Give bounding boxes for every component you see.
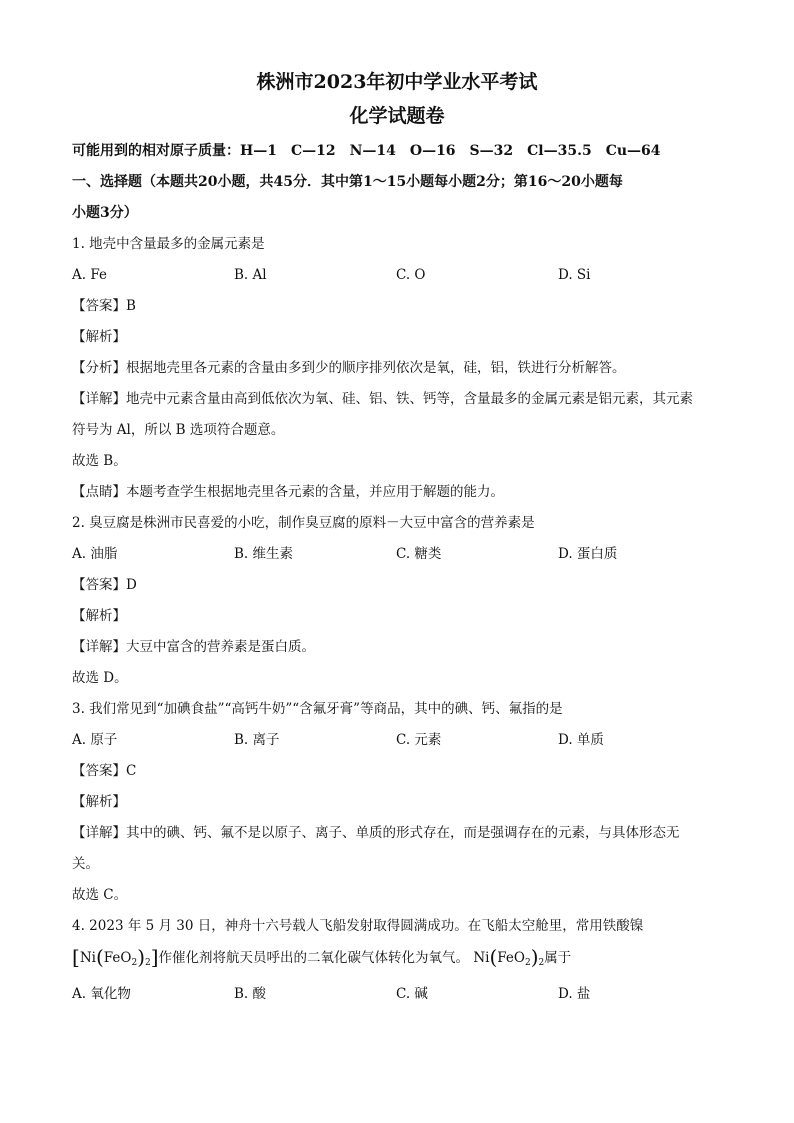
q1-option-a: A. Fe — [72, 267, 107, 283]
q1-choose: 故选 B。 — [72, 453, 127, 469]
q2-choose: 故选 D。 — [72, 670, 128, 686]
q1-stem: 1. 地壳中含量最多的金属元素是 — [72, 236, 265, 252]
q4-stem-mid: 作催化剂将航天员呼出的二氧化碳气体转化为氧气。 — [158, 950, 470, 966]
q3-options — [72, 725, 722, 756]
q4-stem-end: 属于 — [544, 950, 572, 966]
q4-stem-line1: 4. 2023 年 5 月 30 日，神舟十六号载人飞船发射取得圆满成功。在飞船太空舱里，常用铁酸镍 — [72, 918, 644, 934]
q3-option-d: D. 单质 — [558, 732, 604, 748]
q3-answer: 【答案】C — [72, 763, 137, 779]
q1-options — [72, 260, 722, 291]
formula-ni-feo2-2: $Ni(FeO_2)_2$ — [473, 945, 545, 969]
q2-option-d: D. 蛋白质 — [558, 546, 618, 562]
q1-option-d: D. Si — [558, 267, 591, 283]
exam-subtitle: 化学试题卷 — [349, 105, 445, 127]
q3-analysis-label: 【解析】 — [72, 794, 126, 810]
q2-option-c: C. 糖类 — [396, 546, 442, 562]
section-heading-line2: 小题3分） — [72, 205, 138, 221]
exam-page — [72, 68, 722, 1010]
q4-options — [72, 979, 722, 1010]
q2-options — [72, 539, 722, 570]
q3-stem: 3. 我们常见到“加碘食盐”“高钙牛奶”“含氟牙膏”等商品，其中的碘、钙、氟指的是 — [72, 701, 563, 717]
q2-option-b: B. 维生素 — [234, 546, 294, 562]
q2-stem: 2. 臭豆腐是株洲市民喜爱的小吃，制作臭豆腐的原料－大豆中富含的营养素是 — [72, 515, 535, 531]
q1-answer: 【答案】B — [72, 298, 136, 314]
q1-fenxi: 【分析】根据地壳里各元素的含量由多到少的顺序排列依次是氧，硅，铝，铁进行分析解答。 — [72, 360, 626, 376]
q4-stem-line2 — [72, 942, 722, 979]
q3-option-a: A. 原子 — [72, 732, 118, 748]
q4-option-d: D. 盐 — [558, 986, 591, 1002]
q1-detail-line1: 【详解】地壳中元素含量由高到低依次为氧、硅、铝、铁、钙等，含量最多的金属元素是铝元素，其元素 — [72, 391, 693, 407]
q2-analysis-label: 【解析】 — [72, 608, 126, 624]
q2-answer: 【答案】D — [72, 577, 137, 593]
q1-analysis-label: 【解析】 — [72, 329, 126, 345]
q3-option-b: B. 离子 — [234, 732, 280, 748]
q1-detail-line2: 符号为 Al，所以 B 选项符合题意。 — [72, 422, 285, 438]
q1-comment: 【点睛】本题考查学生根据地壳里各元素的含量，并应用于解题的能力。 — [72, 484, 504, 500]
q4-option-c: C. 碱 — [396, 986, 428, 1002]
q1-option-b: B. Al — [234, 267, 267, 283]
section-heading-line1: 一、选择题（本题共20小题，共45分．其中第1～15小题每小题2分；第16～20小题每 — [72, 174, 623, 190]
q3-detail-line1: 【详解】其中的碘、钙、氟不是以原子、离子、单质的形式存在，而是强调存在的元素，与具体形态无 — [72, 825, 680, 841]
atomic-masses: 可能用到的相对原子质量：H—1 C—12 N—14 O—16 S—32 Cl—35.5 Cu—64 — [72, 143, 661, 159]
q4-option-b: B. 酸 — [234, 986, 267, 1002]
q2-detail: 【详解】大豆中富含的营养素是蛋白质。 — [72, 639, 315, 655]
q3-choose: 故选 C。 — [72, 887, 128, 903]
q1-option-c: C. O — [396, 267, 426, 283]
formula-ni-feo2-2-bracketed: $[Ni(FeO_2)_2]$ — [72, 945, 159, 969]
q3-option-c: C. 元素 — [396, 732, 442, 748]
q2-option-a: A. 油脂 — [72, 546, 118, 562]
q3-detail-line2: 关。 — [72, 856, 99, 872]
exam-title: 株洲市2023年初中学业水平考试 — [256, 71, 538, 93]
q4-option-a: A. 氧化物 — [72, 986, 131, 1002]
